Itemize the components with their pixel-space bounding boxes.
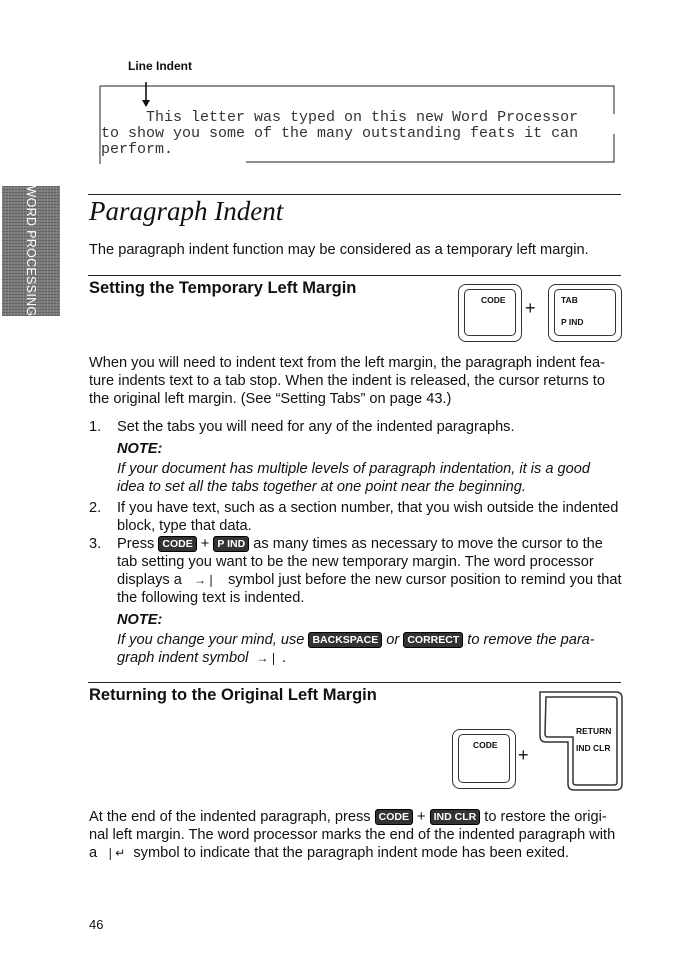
arrow-down-icon	[142, 100, 150, 107]
returning-line-2: nal left margin. The word processor marks the end of the indented paragraph with	[89, 827, 616, 843]
code-key-inline: CODE	[158, 536, 196, 552]
indent-arrow-icon: →❘	[193, 573, 217, 587]
page-title: Paragraph Indent	[89, 196, 284, 226]
note-2-line-1: If you change your mind, use BACKSPACE or CORRECT to remove the para-	[117, 632, 595, 648]
correct-key-inline: CORRECT	[403, 632, 463, 648]
return-key	[528, 690, 624, 792]
ind-clr-key-inline: IND CLR	[430, 809, 481, 825]
note-2-line-2: graph indent symbol →❘ .	[117, 650, 287, 666]
subsection-rule	[88, 275, 621, 276]
step-3-line-4: the following text is indented.	[117, 590, 305, 606]
code-key: CODE	[458, 284, 522, 342]
tab-pind-key: TAB P IND	[548, 284, 622, 342]
page-number: 46	[89, 917, 104, 932]
backspace-key-inline: BACKSPACE	[308, 632, 382, 648]
ind-clr-key-label: IND CLR	[576, 743, 611, 753]
plus-sign: +	[518, 745, 529, 765]
code-key: CODE	[452, 729, 516, 789]
step-1-number: 1.	[89, 419, 102, 435]
example-line-2: to show you some of the many outstanding feats it can	[101, 125, 579, 142]
section-rule	[88, 194, 621, 195]
return-key-label: RETURN	[576, 726, 612, 736]
step-3-line-2: tab setting you want to be the new temporary margin. The word processor	[117, 554, 594, 570]
example-line-1: This letter was typed on this new Word Processor	[101, 109, 579, 126]
returning-heading: Returning to the Original Left Margin	[89, 686, 377, 704]
indent-end-icon: ❘↵	[105, 846, 126, 860]
subsection-rule	[88, 682, 621, 683]
pind-key-inline: P IND	[213, 536, 249, 552]
returning-line-3: a ❘↵ symbol to indicate that the paragraph indent mode has been exited.	[89, 845, 570, 861]
returning-line-1: At the end of the indented paragraph, press CODE + IND CLR to restore the origi-	[89, 809, 607, 825]
step-2-line-1: If you have text, such as a section number, that you wish outside the indented	[117, 500, 619, 516]
side-tab-label: WORD PROCESSING	[24, 185, 38, 317]
section-side-tab	[2, 186, 60, 316]
indent-arrow-icon: →❘	[256, 651, 279, 665]
intro-text: The paragraph indent function may be considered as a temporary left margin.	[89, 242, 589, 258]
step-3-number: 3.	[89, 536, 102, 552]
note-1-line-1: If your document has multiple levels of paragraph indentation, it is a good	[117, 461, 590, 477]
example-line-3: perform.	[101, 141, 174, 158]
step-1-text: Set the tabs you will need for any of the indented paragraphs.	[117, 419, 515, 435]
line-indent-label: Line Indent	[128, 59, 192, 73]
step-2-line-2: block, type that data.	[117, 518, 252, 534]
step-3-line-1: Press CODE + P IND as many times as necessary to move the cursor to the	[117, 536, 603, 552]
step-3-line-3: displays a →❘ symbol just before the new cursor position to remind you that	[117, 572, 622, 588]
note-2-label: NOTE:	[117, 612, 163, 628]
plus-sign: +	[525, 298, 536, 318]
setting-heading: Setting the Temporary Left Margin	[89, 279, 357, 297]
note-1-line-2: idea to set all the tabs together at one point near the beginning.	[117, 479, 526, 495]
setting-para-2: ture indents text to a tab stop. When the indent is released, the cursor returns to	[89, 373, 605, 389]
code-key-inline: CODE	[375, 809, 413, 825]
step-2-number: 2.	[89, 500, 102, 516]
note-1-label: NOTE:	[117, 441, 163, 457]
setting-para-3: the original left margin. (See “Setting Tabs” on page 43.)	[89, 391, 452, 407]
setting-para-1: When you will need to indent text from the left margin, the paragraph indent fea-	[89, 355, 605, 371]
